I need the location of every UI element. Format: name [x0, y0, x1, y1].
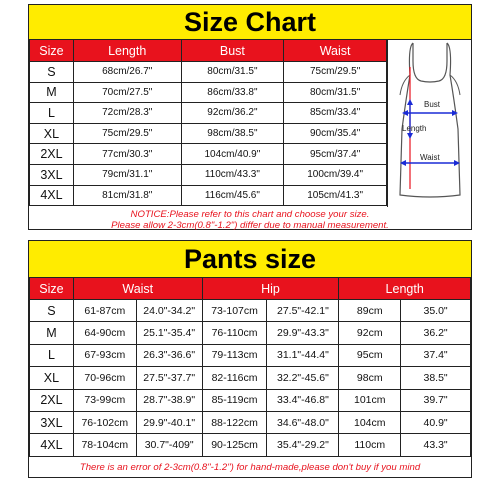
waist-label: Waist: [420, 153, 440, 162]
size-chart-row: [30, 82, 387, 103]
size-chart-section: [28, 4, 472, 230]
tank-top-svg: [388, 39, 472, 207]
measurement-cell: 98cm: [339, 367, 401, 389]
measurement-cell: 95cm/37.4": [284, 144, 387, 165]
measurement-cell: 68cm/26.7": [73, 62, 181, 83]
size-chart-row: [30, 103, 387, 124]
col-header-waist: Waist: [284, 40, 387, 62]
notice-line-2: Please allow 2-3cm(0.8"-1.2") differ due to manual measurement.: [111, 220, 389, 231]
measurement-cell: 110cm/43.3": [181, 164, 284, 185]
length-label: Length: [402, 124, 427, 133]
measurement-cell: 76-110cm: [202, 322, 267, 344]
measurement-cell: 28.7"-38.9": [136, 389, 202, 411]
size-chart-notice: [29, 209, 471, 231]
size-chart-row: [30, 164, 387, 185]
measurement-cell: 32.2"-45.6": [267, 367, 339, 389]
size-cell: 2XL: [30, 389, 74, 411]
measurement-cell: 72cm/28.3": [73, 103, 181, 124]
size-chart-table: [29, 39, 387, 206]
pants-size-section: [28, 240, 472, 478]
measurement-cell: 78-104cm: [73, 434, 136, 456]
pants-size-row: [30, 411, 471, 433]
measurement-cell: 73-107cm: [202, 300, 267, 322]
col-header-bust: Bust: [181, 40, 284, 62]
measurement-cell: 85cm/33.4": [284, 103, 387, 124]
measurement-cell: 92cm/36.2": [181, 103, 284, 124]
measurement-cell: 70-96cm: [73, 367, 136, 389]
pants-col-header-size: Size: [30, 278, 74, 300]
measurement-cell: 80cm/31.5": [181, 62, 284, 83]
measurement-cell: 75cm/29.5": [73, 123, 181, 144]
measurement-cell: 82-116cm: [202, 367, 267, 389]
measurement-cell: 39.7": [401, 389, 471, 411]
size-chart-row: [30, 62, 387, 83]
size-chart-title: Size Chart: [29, 5, 471, 40]
measurement-cell: 95cm: [339, 344, 401, 366]
size-cell: 4XL: [30, 185, 74, 206]
measurement-cell: 101cm: [339, 389, 401, 411]
measurement-cell: 35.4"-29.2": [267, 434, 339, 456]
measurement-cell: 81cm/31.8": [73, 185, 181, 206]
measurement-cell: 70cm/27.5": [73, 82, 181, 103]
measurement-cell: 90-125cm: [202, 434, 267, 456]
pants-header-row: [30, 278, 471, 300]
measurement-cell: 77cm/30.3": [73, 144, 181, 165]
tank-top-outline: [400, 43, 460, 197]
bust-label: Bust: [424, 100, 441, 109]
col-header-size: Size: [30, 40, 74, 62]
size-cell: 3XL: [30, 411, 74, 433]
measurement-cell: 33.4"-46.8": [267, 389, 339, 411]
measurement-cell: 98cm/38.5": [181, 123, 284, 144]
pants-notice: There is an error of 2-3cm(0.8"-1.2") for hand-made,please don't buy if you mind: [79, 462, 421, 473]
measurement-cell: 105cm/41.3": [284, 185, 387, 206]
measurement-cell: 110cm: [339, 434, 401, 456]
measurement-cell: 37.4": [401, 344, 471, 366]
pants-size-row: [30, 300, 471, 322]
measurement-cell: 76-102cm: [73, 411, 136, 433]
measurement-cell: 43.3": [401, 434, 471, 456]
measurement-cell: 116cm/45.6": [181, 185, 284, 206]
measurement-cell: 24.0"-34.2": [136, 300, 202, 322]
measurement-cell: 31.1"-44.4": [267, 344, 339, 366]
measurement-cell: 40.9": [401, 411, 471, 433]
pants-size-row: [30, 367, 471, 389]
size-cell: XL: [30, 367, 74, 389]
pants-size-row: [30, 344, 471, 366]
size-chart-row: [30, 144, 387, 165]
pants-size-row: [30, 434, 471, 456]
measurement-cell: 64-90cm: [73, 322, 136, 344]
measurement-cell: 38.5": [401, 367, 471, 389]
size-cell: 2XL: [30, 144, 74, 165]
tank-top-diagram: [387, 39, 472, 207]
measurement-cell: 61-87cm: [73, 300, 136, 322]
measurement-cell: 104cm: [339, 411, 401, 433]
measurement-cell: 86cm/33.8": [181, 82, 284, 103]
size-cell: S: [30, 62, 74, 83]
size-cell: M: [30, 82, 74, 103]
measurement-cell: 88-122cm: [202, 411, 267, 433]
pants-size-table: [29, 277, 471, 457]
size-chart-header-row: [30, 40, 387, 62]
size-cell: XL: [30, 123, 74, 144]
measurement-cell: 92cm: [339, 322, 401, 344]
size-cell: 3XL: [30, 164, 74, 185]
size-cell: M: [30, 322, 74, 344]
size-cell: L: [30, 103, 74, 124]
size-cell: S: [30, 300, 74, 322]
notice-line-1: NOTICE:Please refer to this chart and choose your size.: [130, 209, 370, 220]
measurement-cell: 26.3"-36.6": [136, 344, 202, 366]
measurement-cell: 35.0": [401, 300, 471, 322]
pants-size-title: Pants size: [29, 241, 471, 278]
measurement-cell: 79-113cm: [202, 344, 267, 366]
measurement-cell: 80cm/31.5": [284, 82, 387, 103]
size-chart-row: [30, 123, 387, 144]
pants-size-row: [30, 322, 471, 344]
measurement-cell: 30.7"-409": [136, 434, 202, 456]
size-chart-row: [30, 185, 387, 206]
pants-size-row: [30, 389, 471, 411]
size-cell: 4XL: [30, 434, 74, 456]
size-cell: L: [30, 344, 74, 366]
measurement-cell: 79cm/31.1": [73, 164, 181, 185]
measurement-cell: 29.9"-43.3": [267, 322, 339, 344]
measurement-cell: 67-93cm: [73, 344, 136, 366]
measurement-cell: 90cm/35.4": [284, 123, 387, 144]
col-header-length: Length: [73, 40, 181, 62]
pants-col-header-hip: Hip: [202, 278, 339, 300]
pants-col-header-length: Length: [339, 278, 471, 300]
measurement-cell: 29.9"-40.1": [136, 411, 202, 433]
measurement-cell: 75cm/29.5": [284, 62, 387, 83]
measurement-cell: 36.2": [401, 322, 471, 344]
measurement-cell: 73-99cm: [73, 389, 136, 411]
measurement-cell: 27.5"-37.7": [136, 367, 202, 389]
measurement-cell: 27.5"-42.1": [267, 300, 339, 322]
pants-col-header-waist: Waist: [73, 278, 202, 300]
measurement-cell: 34.6"-48.0": [267, 411, 339, 433]
measurement-cell: 104cm/40.9": [181, 144, 284, 165]
measurement-cell: 100cm/39.4": [284, 164, 387, 185]
measurement-cell: 85-119cm: [202, 389, 267, 411]
measurement-cell: 25.1"-35.4": [136, 322, 202, 344]
measurement-cell: 89cm: [339, 300, 401, 322]
